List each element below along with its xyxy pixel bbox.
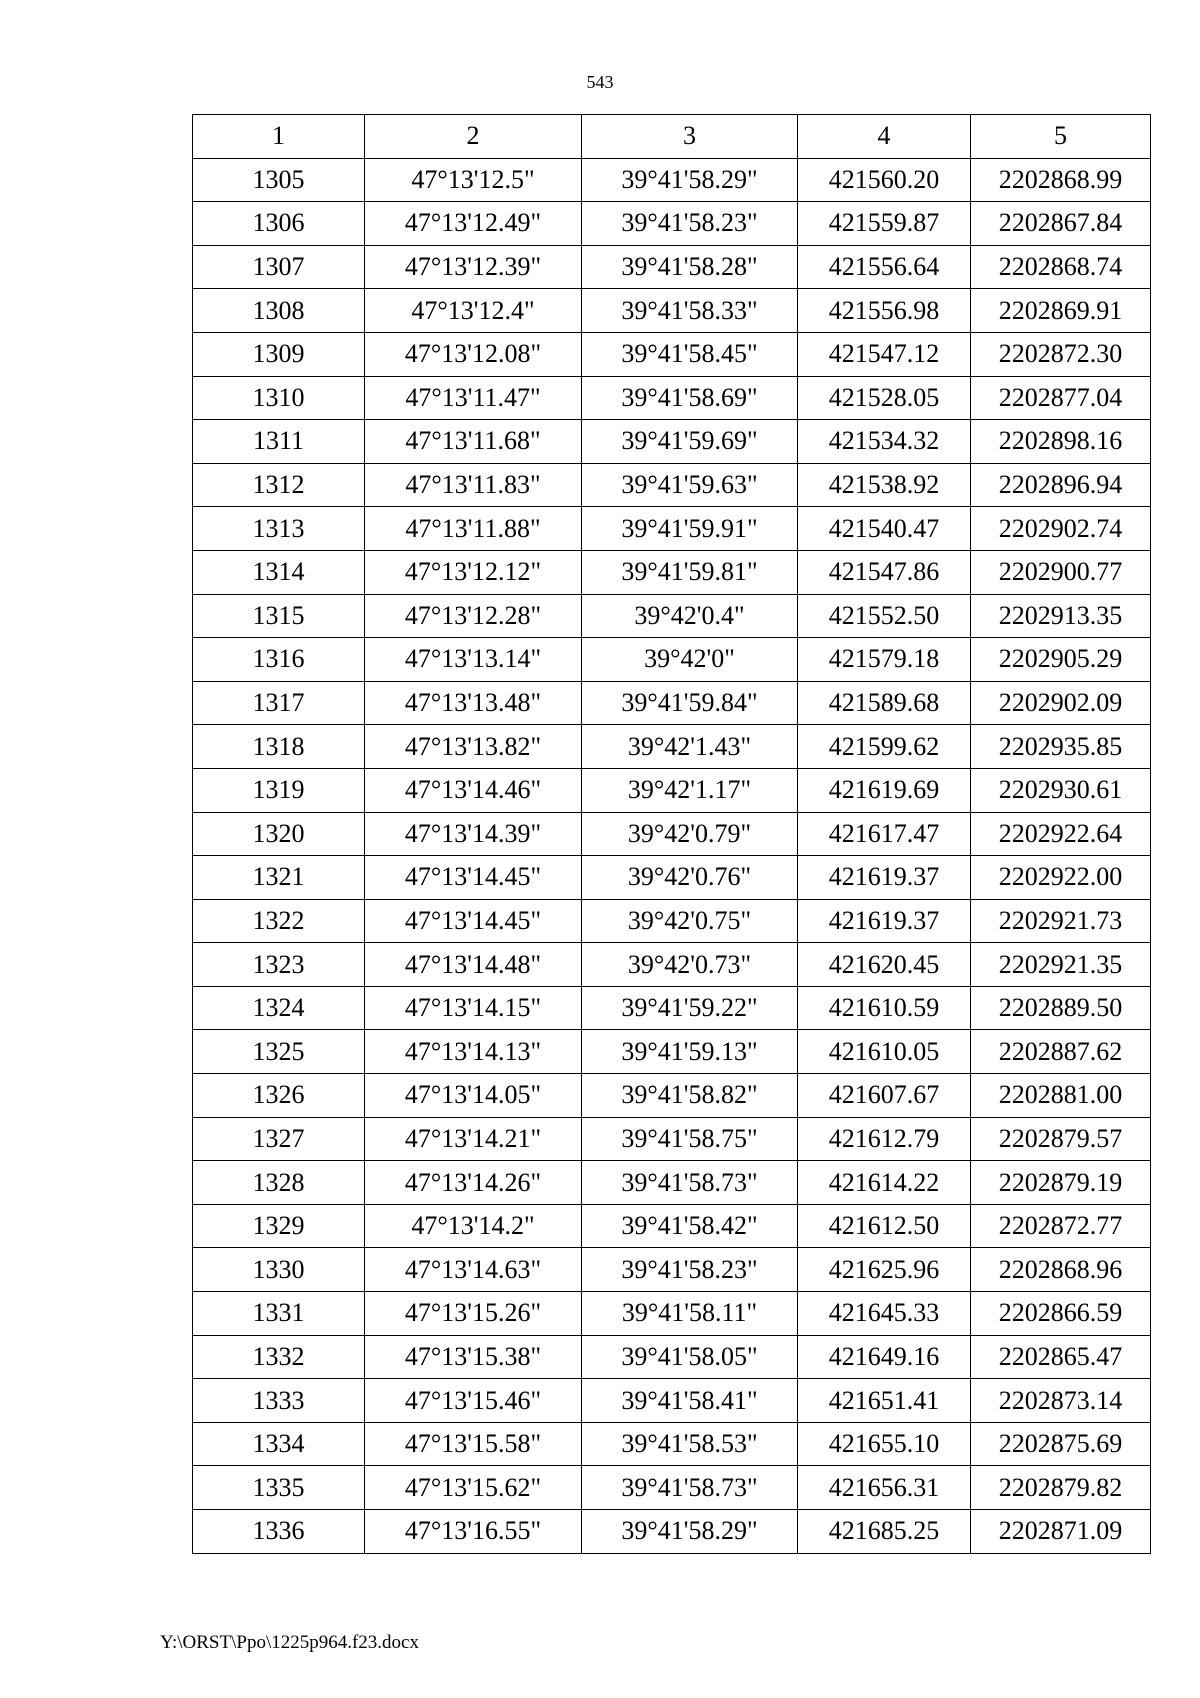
table-row [193,1117,1151,1161]
table-row [193,1030,1151,1074]
table-cell-col-2: 47°13'14.46" [365,768,582,812]
table-cell-col-3: 39°41'59.63" [582,463,798,507]
table-cell-col-2: 47°13'13.82" [365,725,582,769]
table-cell-col-5: 2202921.35 [971,943,1151,987]
table-cell-col-1: 1308 [193,289,365,333]
table-cell-col-4: 421599.62 [798,725,971,769]
table-cell-col-2: 47°13'13.14" [365,638,582,682]
table-row [193,986,1151,1030]
table-cell-col-4: 421556.64 [798,245,971,289]
table-cell-col-2: 47°13'12.28" [365,594,582,638]
table-cell-col-4: 421534.32 [798,420,971,464]
table-cell-col-3: 39°41'58.29" [582,158,798,202]
table-cell-col-2: 47°13'15.46" [365,1379,582,1423]
table-cell-col-4: 421610.59 [798,986,971,1030]
table-cell-col-1: 1307 [193,245,365,289]
table-cell-col-3: 39°41'58.05" [582,1335,798,1379]
table-row [193,463,1151,507]
table-cell-col-2: 47°13'14.13" [365,1030,582,1074]
table-cell-col-2: 47°13'15.26" [365,1292,582,1336]
table-cell-col-5: 2202875.69 [971,1422,1151,1466]
table-cell-col-4: 421619.37 [798,899,971,943]
table-cell-col-2: 47°13'12.39" [365,245,582,289]
table-cell-col-3: 39°42'0" [582,638,798,682]
table-cell-col-5: 2202871.09 [971,1510,1151,1554]
table-cell-col-1: 1310 [193,376,365,420]
table-row [193,899,1151,943]
table-cell-col-3: 39°41'58.11" [582,1292,798,1336]
table-cell-col-3: 39°41'59.84" [582,681,798,725]
table-cell-col-1: 1313 [193,507,365,551]
table-cell-col-5: 2202866.59 [971,1292,1151,1336]
table-row [193,245,1151,289]
table-cell-col-1: 1321 [193,856,365,900]
table-cell-col-1: 1336 [193,1510,365,1554]
table-cell-col-5: 2202905.29 [971,638,1151,682]
table-cell-col-4: 421607.67 [798,1074,971,1118]
table-row [193,1204,1151,1248]
table-cell-col-1: 1322 [193,899,365,943]
table-cell-col-3: 39°41'59.81" [582,550,798,594]
table-cell-col-3: 39°41'58.75" [582,1117,798,1161]
table-cell-col-3: 39°41'58.73" [582,1161,798,1205]
table-cell-col-3: 39°41'58.23" [582,1248,798,1292]
table-cell-col-2: 47°13'14.26" [365,1161,582,1205]
table-cell-col-1: 1324 [193,986,365,1030]
table-cell-col-4: 421655.10 [798,1422,971,1466]
table-cell-col-5: 2202873.14 [971,1379,1151,1423]
table-cell-col-1: 1329 [193,1204,365,1248]
table-row [193,1161,1151,1205]
table-cell-col-2: 47°13'14.05" [365,1074,582,1118]
table-row [193,289,1151,333]
table-cell-col-4: 421656.31 [798,1466,971,1510]
table-cell-col-3: 39°41'59.13" [582,1030,798,1074]
table-cell-col-1: 1306 [193,202,365,246]
table-cell-col-5: 2202868.96 [971,1248,1151,1292]
table-row [193,725,1151,769]
table-cell-col-3: 39°41'59.22" [582,986,798,1030]
column-header-5: 5 [971,115,1151,159]
column-header-1: 1 [193,115,365,159]
table-cell-col-5: 2202902.74 [971,507,1151,551]
table-row [193,202,1151,246]
table-cell-col-2: 47°13'13.48" [365,681,582,725]
table-cell-col-4: 421589.68 [798,681,971,725]
table-cell-col-5: 2202935.85 [971,725,1151,769]
table-cell-col-5: 2202913.35 [971,594,1151,638]
table-row [193,681,1151,725]
table-cell-col-3: 39°42'1.43" [582,725,798,769]
column-header-4: 4 [798,115,971,159]
table-cell-col-5: 2202900.77 [971,550,1151,594]
table-cell-col-1: 1311 [193,420,365,464]
table-cell-col-4: 421552.50 [798,594,971,638]
table-cell-col-4: 421540.47 [798,507,971,551]
table-row [193,1510,1151,1554]
table-cell-col-5: 2202865.47 [971,1335,1151,1379]
column-header-2: 2 [365,115,582,159]
table-cell-col-1: 1333 [193,1379,365,1423]
table-cell-col-5: 2202879.82 [971,1466,1151,1510]
table-row [193,1292,1151,1336]
table-cell-col-4: 421625.96 [798,1248,971,1292]
table-cell-col-1: 1326 [193,1074,365,1118]
table-cell-col-1: 1320 [193,812,365,856]
table-row [193,376,1151,420]
table-cell-col-5: 2202872.30 [971,332,1151,376]
table-cell-col-5: 2202921.73 [971,899,1151,943]
table-row [193,768,1151,812]
table-cell-col-1: 1316 [193,638,365,682]
table-cell-col-2: 47°13'12.5" [365,158,582,202]
table-cell-col-5: 2202881.00 [971,1074,1151,1118]
table-cell-col-4: 421612.79 [798,1117,971,1161]
table-row [193,856,1151,900]
table-cell-col-5: 2202867.84 [971,202,1151,246]
table-cell-col-2: 47°13'12.12" [365,550,582,594]
table-cell-col-1: 1312 [193,463,365,507]
table-body [193,158,1151,1553]
table-cell-col-3: 39°41'59.91" [582,507,798,551]
table-cell-col-3: 39°41'58.41" [582,1379,798,1423]
table-row [193,420,1151,464]
table-cell-col-4: 421547.12 [798,332,971,376]
table-cell-col-3: 39°41'58.73" [582,1466,798,1510]
table-cell-col-3: 39°42'0.73" [582,943,798,987]
table-cell-col-5: 2202889.50 [971,986,1151,1030]
table-cell-col-1: 1325 [193,1030,365,1074]
table-cell-col-4: 421528.05 [798,376,971,420]
coordinates-table [192,114,1151,1554]
table-cell-col-4: 421620.45 [798,943,971,987]
table-cell-col-4: 421560.20 [798,158,971,202]
table-header-row [193,115,1151,159]
table-row [193,507,1151,551]
table-cell-col-1: 1331 [193,1292,365,1336]
table-cell-col-1: 1319 [193,768,365,812]
table-cell-col-2: 47°13'14.63" [365,1248,582,1292]
table-cell-col-2: 47°13'12.49" [365,202,582,246]
table-cell-col-2: 47°13'14.45" [365,899,582,943]
table-cell-col-3: 39°41'58.23" [582,202,798,246]
table-row [193,1422,1151,1466]
table-cell-col-4: 421651.41 [798,1379,971,1423]
table-cell-col-2: 47°13'14.45" [365,856,582,900]
table-cell-col-2: 47°13'14.21" [365,1117,582,1161]
table-cell-col-5: 2202902.09 [971,681,1151,725]
table-row [193,158,1151,202]
table-cell-col-5: 2202879.19 [971,1161,1151,1205]
table-cell-col-4: 421547.86 [798,550,971,594]
table-row [193,550,1151,594]
table-cell-col-3: 39°42'0.79" [582,812,798,856]
table-cell-col-4: 421559.87 [798,202,971,246]
table-cell-col-5: 2202922.00 [971,856,1151,900]
table-cell-col-3: 39°41'58.42" [582,1204,798,1248]
table-row [193,1074,1151,1118]
table-cell-col-4: 421617.47 [798,812,971,856]
table-row [193,1248,1151,1292]
table-cell-col-2: 47°13'11.88" [365,507,582,551]
table-cell-col-2: 47°13'11.47" [365,376,582,420]
table-cell-col-5: 2202877.04 [971,376,1151,420]
table-row [193,812,1151,856]
table-cell-col-2: 47°13'15.62" [365,1466,582,1510]
table-cell-col-1: 1305 [193,158,365,202]
table-cell-col-4: 421610.05 [798,1030,971,1074]
table-cell-col-4: 421556.98 [798,289,971,333]
table-cell-col-4: 421612.50 [798,1204,971,1248]
table-cell-col-1: 1334 [193,1422,365,1466]
table-cell-col-2: 47°13'14.15" [365,986,582,1030]
table-cell-col-3: 39°41'59.69" [582,420,798,464]
table-cell-col-4: 421614.22 [798,1161,971,1205]
table-cell-col-3: 39°42'1.17" [582,768,798,812]
table-cell-col-2: 47°13'16.55" [365,1510,582,1554]
table-cell-col-4: 421649.16 [798,1335,971,1379]
table-cell-col-5: 2202879.57 [971,1117,1151,1161]
table-cell-col-2: 47°13'15.58" [365,1422,582,1466]
table-row [193,1466,1151,1510]
table-row [193,638,1151,682]
table-row [193,1335,1151,1379]
table-cell-col-5: 2202887.62 [971,1030,1151,1074]
table-cell-col-1: 1315 [193,594,365,638]
table-cell-col-5: 2202868.99 [971,158,1151,202]
table-row [193,943,1151,987]
table-cell-col-5: 2202869.91 [971,289,1151,333]
table-cell-col-4: 421579.18 [798,638,971,682]
table-cell-col-3: 39°41'58.45" [582,332,798,376]
table-cell-col-2: 47°13'14.39" [365,812,582,856]
table-cell-col-3: 39°42'0.4" [582,594,798,638]
table-cell-col-2: 47°13'15.38" [365,1335,582,1379]
table-cell-col-3: 39°41'58.82" [582,1074,798,1118]
table-cell-col-4: 421619.69 [798,768,971,812]
table-cell-col-5: 2202922.64 [971,812,1151,856]
table-cell-col-4: 421685.25 [798,1510,971,1554]
table-cell-col-2: 47°13'11.68" [365,420,582,464]
table-cell-col-1: 1330 [193,1248,365,1292]
table-cell-col-1: 1318 [193,725,365,769]
table-cell-col-5: 2202898.16 [971,420,1151,464]
table-cell-col-5: 2202930.61 [971,768,1151,812]
table-cell-col-1: 1327 [193,1117,365,1161]
table-cell-col-4: 421619.37 [798,856,971,900]
table-cell-col-3: 39°41'58.69" [582,376,798,420]
table-cell-col-3: 39°41'58.29" [582,1510,798,1554]
table-cell-col-4: 421538.92 [798,463,971,507]
table-cell-col-1: 1332 [193,1335,365,1379]
table-row [193,594,1151,638]
table-cell-col-5: 2202872.77 [971,1204,1151,1248]
table-cell-col-1: 1335 [193,1466,365,1510]
table-cell-col-4: 421645.33 [798,1292,971,1336]
table-cell-col-1: 1314 [193,550,365,594]
table-cell-col-1: 1317 [193,681,365,725]
table-cell-col-2: 47°13'12.4" [365,289,582,333]
table-cell-col-1: 1328 [193,1161,365,1205]
table-cell-col-3: 39°42'0.75" [582,899,798,943]
table-cell-col-2: 47°13'11.83" [365,463,582,507]
table-cell-col-3: 39°41'58.53" [582,1422,798,1466]
table-cell-col-5: 2202896.94 [971,463,1151,507]
table-cell-col-1: 1323 [193,943,365,987]
page-number: 543 [586,72,614,92]
footer-file-path: Y:\ORST\Ppo\1225p964.f23.docx [160,1632,419,1653]
table-cell-col-2: 47°13'14.2" [365,1204,582,1248]
table-cell-col-3: 39°41'58.28" [582,245,798,289]
column-header-3: 3 [582,115,798,159]
table-row [193,1379,1151,1423]
table-cell-col-2: 47°13'12.08" [365,332,582,376]
table-cell-col-2: 47°13'14.48" [365,943,582,987]
table-row [193,332,1151,376]
table-cell-col-3: 39°42'0.76" [582,856,798,900]
table-cell-col-3: 39°41'58.33" [582,289,798,333]
table-cell-col-1: 1309 [193,332,365,376]
table-cell-col-5: 2202868.74 [971,245,1151,289]
